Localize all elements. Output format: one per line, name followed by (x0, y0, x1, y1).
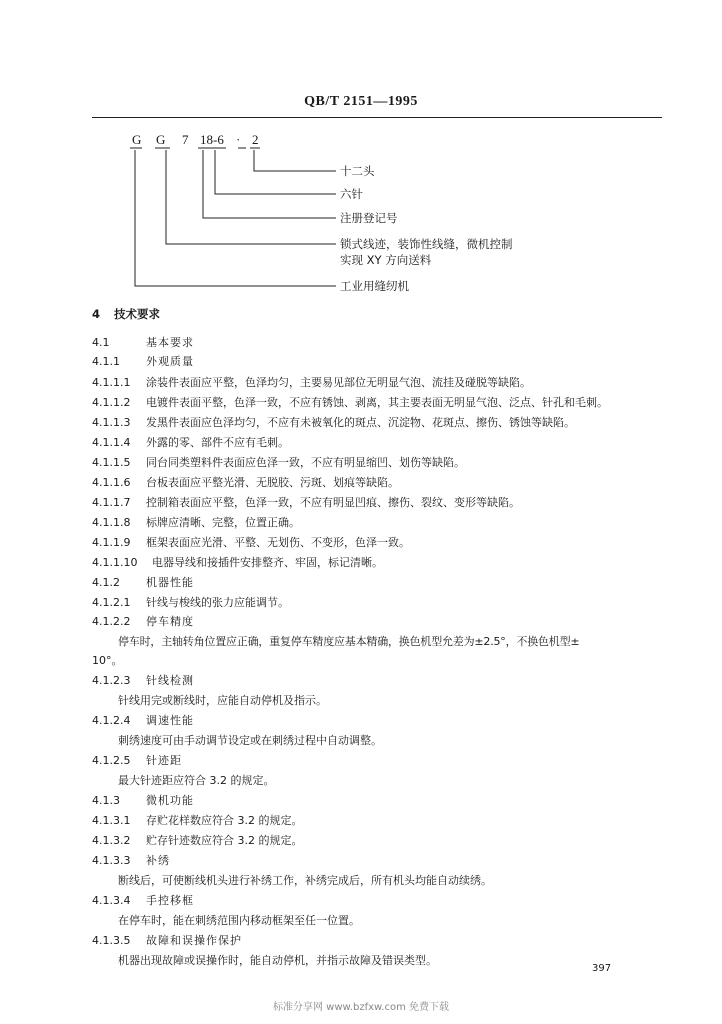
clause-number: 4.1 (92, 336, 110, 349)
text-line (118, 952, 437, 968)
clause-text: 涂装件表面应平整，色泽均匀，主要易见部位无明显气泡、流挂及碰脱等缺陷。 (146, 376, 531, 389)
text-line (92, 672, 194, 688)
text-line (118, 692, 327, 708)
clause-number: 4.1.1 (92, 355, 120, 368)
clause-text: 同台同类塑料件表面应色泽一致，不应有明显缩凹、划伤等缺陷。 (146, 456, 465, 469)
text-line (92, 534, 410, 550)
clause-text: 针线与梭线的张力应能调节。 (146, 596, 289, 609)
clause-text: 存贮花样数应符合 3.2 的规定。 (146, 814, 303, 827)
text-line (118, 872, 492, 888)
clause-text: 停车时，主轴转角位置应正确，重复停车精度应基本精确，换色机型允差为±2.5°，不换色机型± (118, 635, 580, 648)
text-line (92, 852, 170, 868)
clause-number: 4.1.2.3 (92, 674, 131, 687)
clause-number: 4.1.3.1 (92, 814, 131, 827)
clause-number: 4.1.3.4 (92, 894, 131, 907)
text-line (92, 812, 303, 828)
clause-text: 在停车时，能在刺绣范围内移动框架至任一位置。 (118, 914, 360, 927)
text-line (92, 306, 160, 322)
clause-number: 4 (92, 307, 101, 321)
clause-text: 断线后，可使断线机头进行补绣工作，补绣完成后，所有机头均能自动续绣。 (118, 874, 492, 887)
text-line (92, 792, 194, 808)
text-line (118, 772, 275, 788)
code-char: G (156, 132, 166, 147)
text-line (92, 832, 303, 848)
clause-number: 4.1.1.3 (92, 416, 131, 429)
clause-number: 4.1.2.2 (92, 615, 131, 628)
clause-text: 最大针迹距应符合 3.2 的规定。 (118, 774, 275, 787)
text-line (92, 374, 531, 390)
code-char: 7 (182, 132, 189, 147)
clause-text: 控制箱表面应平整，色泽一致，不应有明显凹痕、擦伤、裂纹、变形等缺陷。 (146, 496, 520, 509)
clause-text: 10°。 (92, 654, 123, 667)
legend-label: 注册登记号 (340, 211, 398, 225)
text-line (92, 334, 194, 350)
clause-text: 电镀件表面平整，色泽一致，不应有锈蚀、剥离，其主要表面无明显气泡、泛点、针孔和毛刺。 (146, 396, 608, 409)
clause-text: 针线检测 (146, 674, 194, 687)
code-char: 18-6 (200, 132, 224, 147)
clause-text: 停车精度 (146, 615, 194, 628)
clause-text: 发黑件表面应色泽均匀，不应有未被氧化的斑点、沉淀物、花斑点、擦伤、锈蚀等缺陷。 (146, 416, 575, 429)
document-header: QB/T 2151—1995 (304, 94, 418, 109)
text-line (92, 652, 123, 668)
clause-text: 机器性能 (146, 576, 194, 589)
legend-label: 锁式线迹，装饰性线缝，微机控制 (340, 237, 513, 251)
text-line (92, 594, 289, 610)
clause-text: 技术要求 (114, 307, 160, 321)
clause-number: 4.1.1.4 (92, 436, 131, 449)
text-line (92, 394, 608, 410)
clause-text: 基本要求 (146, 336, 194, 349)
clause-text: 补绣 (146, 854, 170, 867)
clause-number: 4.1.3 (92, 794, 120, 807)
text-line (92, 712, 194, 728)
clause-number: 4.1.2.5 (92, 754, 131, 767)
clause-number: 4.1.1.10 (92, 556, 138, 569)
legend-label: 十二头 (340, 164, 375, 178)
clause-number: 4.1.1.2 (92, 396, 131, 409)
clause-number: 4.1.3.5 (92, 934, 131, 947)
code-char: 2 (252, 132, 259, 147)
clause-text: 外露的零、部件不应有毛刺。 (146, 436, 289, 449)
text-line (92, 892, 194, 908)
text-line (118, 633, 579, 649)
clause-text: 微机功能 (146, 794, 194, 807)
clause-number: 4.1.2.4 (92, 714, 131, 727)
text-line (92, 752, 182, 768)
text-line (92, 514, 300, 530)
clause-text: 针迹距 (146, 754, 182, 767)
text-line (92, 932, 242, 948)
clause-number: 4.1.1.8 (92, 516, 131, 529)
code-char: G (132, 132, 142, 147)
footer-watermark: 标准分享网 www.bzfxw.com 免费下载 (273, 1002, 449, 1013)
clause-text: 刺绣速度可由手动调节设定或在刺绣过程中自动调整。 (118, 734, 382, 747)
clause-number: 4.1.1.9 (92, 536, 131, 549)
clause-text: 故障和误操作保护 (146, 934, 242, 947)
text-line (92, 613, 194, 629)
clause-text: 框架表面应光滑、平整、无划伤、不变形，色泽一致。 (146, 536, 410, 549)
page-number: 397 (592, 963, 612, 974)
clause-text: 电器导线和接插件安排整齐、牢固，标记清晰。 (152, 556, 383, 569)
clause-number: 4.1.1.5 (92, 456, 131, 469)
clause-number: 4.1.1.7 (92, 496, 131, 509)
clause-text: 机器出现故障或误操作时，能自动停机，并指示故障及错误类型。 (118, 954, 437, 967)
clause-number: 4.1.2 (92, 576, 120, 589)
code-char: · (236, 132, 241, 147)
text-line (92, 474, 399, 490)
clause-number: 4.1.1.6 (92, 476, 131, 489)
legend-label: 六针 (340, 187, 363, 201)
clause-number: 4.1.3.2 (92, 834, 131, 847)
text-line (118, 912, 360, 928)
text-line (92, 554, 383, 570)
text-line (92, 434, 289, 450)
text-line (92, 454, 465, 470)
clause-text: 调速性能 (146, 714, 194, 727)
text-line (92, 414, 575, 430)
legend-label: 实现 XY 方向送料 (340, 253, 432, 267)
clause-number: 4.1.3.3 (92, 854, 131, 867)
text-line (92, 574, 194, 590)
clause-text: 针线用完或断线时，应能自动停机及指示。 (118, 694, 327, 707)
clause-number: 4.1.1.1 (92, 376, 131, 389)
clause-text: 外观质量 (146, 355, 194, 368)
clause-text: 台板表面应平整光滑、无脱胶、污斑、划痕等缺陷。 (146, 476, 399, 489)
clause-number: 4.1.2.1 (92, 596, 131, 609)
clause-text: 标牌应清晰、完整，位置正确。 (146, 516, 300, 529)
text-line (92, 353, 194, 369)
clause-text: 手控移框 (146, 894, 194, 907)
clause-text: 贮存针迹数应符合 3.2 的规定。 (146, 834, 303, 847)
text-line (92, 494, 520, 510)
legend-label: 工业用缝纫机 (340, 279, 409, 293)
text-line (118, 732, 382, 748)
